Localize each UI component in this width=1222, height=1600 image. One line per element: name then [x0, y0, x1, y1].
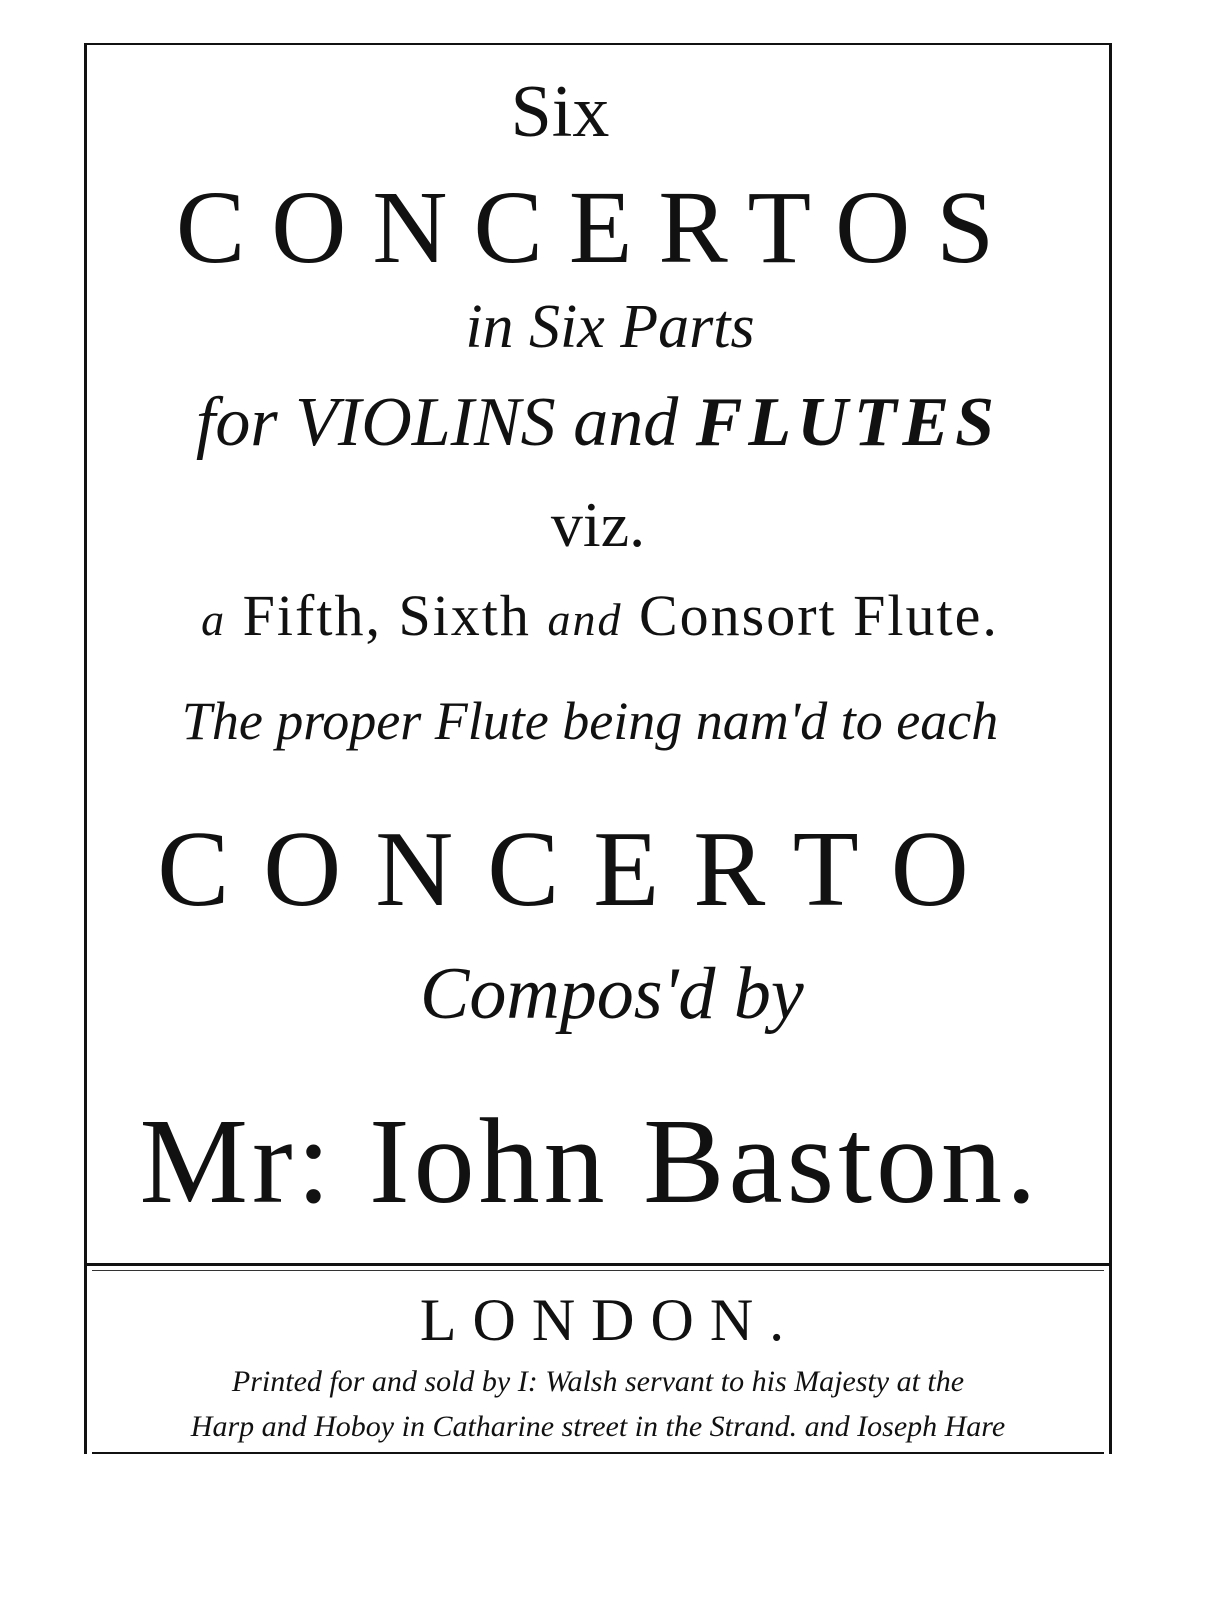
flute-types-line	[130, 582, 1070, 649]
imprint-divider	[84, 1263, 1112, 1266]
proper-flute-line: The proper Flute being nam'd to each	[181, 691, 999, 751]
consort-flute: Consort Flute.	[638, 583, 999, 648]
composer-name: Mr: Iohn Baston.	[139, 1094, 1041, 1229]
instrumentation-line	[92, 383, 1104, 463]
imprint-divider-inner	[92, 1270, 1104, 1271]
composed-by: Compos'd by	[420, 953, 804, 1035]
title-concerto: CONCERTO	[157, 810, 1003, 929]
violins-word: VIOLINS	[295, 384, 556, 461]
and-word: and	[573, 384, 679, 461]
title-concertos: CONCERTOS	[175, 170, 1021, 285]
imprint-city: LONDON.	[419, 1287, 801, 1353]
fifth-sixth: Fifth, Sixth	[242, 583, 531, 648]
imprint-line-1: Printed for and sold by I: Walsh servant to his Majesty at the	[231, 1365, 965, 1398]
bottom-border	[92, 1452, 1104, 1454]
flutes-word: FLUTES	[695, 384, 1001, 461]
subtitle-in-six-parts: in Six Parts	[465, 293, 755, 361]
for-word: for	[195, 384, 278, 461]
and-word-2: and	[547, 594, 623, 645]
imprint-line-2: Harp and Hoboy in Catharine street in the Strand. and Ioseph Hare	[190, 1410, 1006, 1443]
title-six: Six	[510, 71, 610, 153]
a-word: a	[201, 594, 227, 645]
viz-line: viz.	[550, 489, 646, 560]
